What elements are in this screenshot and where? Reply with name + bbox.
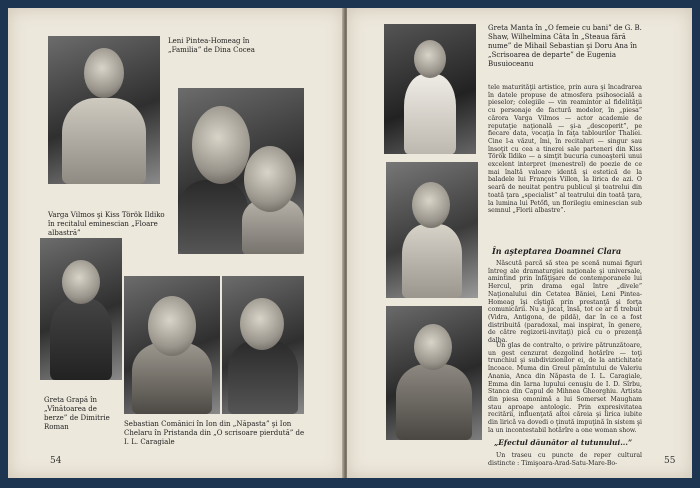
caption-comanici-chelaru: Sebastian Comănici în Ion din „Năpasta” şi Ion Chelaru în Pristanda din „O scrisoare pierdută” de I. L. Caragiale [124, 420, 305, 446]
photo-ion-chelaru [222, 276, 304, 414]
text-column-4 [488, 452, 642, 470]
column-3-paragraph: Un glas de contralto, o privire pătrunzătoare, un gest cenzurat dezgolind hotărîre — toţi trunchiul şi subdivizionilor ei, de la antichitate încoace. Muma din Greul pămîntului de Valeriu Anania, Anca din Năpasta de I. L. Caragiale, Emma din Iarna lupului cenuşiu de I. D. Sîrbu, Stanca din Capul de Mihnea Gheorghiu. Artista din piesa omonimă a lui Somerset Maugham stau aproape antologic. Prin expresivitatea recitării, influenţată altoi căreia şi lirica iubite din lirică va dovedi o ţinută impuţină în sistem şi la un incontestabil hotărîre a one woman show. [488, 342, 642, 434]
photo-sebastian-comanici [124, 276, 220, 414]
photo-doru-ana [386, 306, 482, 440]
column-1-paragraph: tele maturităţii artistice, prin aura şi încadrarea în datele propuse de atmosfera psihosocială a pieselor; colegiile — vin reamintor al fidelităţii cu personaje de factură modelor, în „piesa” cărora Varga Vilmos — actor academie de reputaţie naţională — şi-a „descoperit”, pe fiecare data, vocaţia în faţa tablourilor Thaliei. Cine l-a văzut, îmi, în recitaluri — singur sau însoţit cu cea a tinerei sale parteneri din Kiss Török Ildiko — a simţit bucuria cunoaşterii unui excelent interpret (menestrel) de poezie de ce mai înaltă valoare identă şi estetică de la baladele lui François Villon, la lirica de azi. O seară de neuitat pentru publicul şi teatrelui din toată ţara „specialist” al teatrului din toată ţara, la lumina lui Petőfi, un florilegiu eminescian sub semnul „Florii albastre”. [488, 84, 642, 215]
photo-leni-pintea-homeag [48, 36, 160, 184]
photo-wilhelmina-cata [386, 162, 478, 298]
text-column-2 [488, 260, 642, 345]
section-heading-efectul: „Efectul dăunător al tutunului...” [494, 438, 633, 447]
page-number-right: 55 [664, 456, 676, 466]
text-column-3 [488, 342, 642, 434]
photo-greta-grapa [40, 238, 122, 380]
page-number-left: 54 [50, 456, 62, 466]
caption-leni-pintea: Leni Pintea-Homeag în „Familia” de Dina Cocea [168, 37, 255, 54]
text-column-1 [488, 84, 642, 240]
section-heading-doamna-clara: În aşteptarea Doamnei Clara [492, 246, 622, 256]
column-2-paragraph: Născută parcă să stea pe scenă numai figuri întreg ale dramaturgiei naţionale şi universale, amintind prin înfăţişare de contemporanele lui Hercul, prin drama egal între „divele” Naţionalului din Cetatea Băniei, Leni Pintea-Homeag îşi cîştigă prin prestanţă şi forţa comunicării. Nu a jucat, însă, tot ce ar fi trebuit (Vidra, Antigona, de pildă), dar în ce a fost distribuită (paradoxal, mai inspirat, în genere, de către regizorii-invitaţi) pică cu o prezenţă dalba. [488, 260, 642, 345]
photo-varga-kiss [178, 88, 304, 254]
photo-greta-manta [384, 24, 476, 154]
caption-varga-kiss: Varga Vilmos şi Kiss Török Ildiko în recitalul eminescian „Floare albastră” [48, 211, 165, 237]
caption-greta-manta: Greta Manta în „O femeie cu bani” de G. B. Shaw, Wilhelmina Câta în „Steaua fără nume” de Mihail Sebastian şi Doru Ana în „Scrisoarea de departe” de Eugenia Busuioceanu [488, 24, 642, 68]
column-4-paragraph: Un traseu cu puncte de reper cultural distincte : Timişoara-Arad-Satu-Mare-Bo- [488, 452, 642, 467]
caption-greta-grapa: Greta Grapă în „Vînătoarea de berze” de Dimitrie Roman [44, 396, 110, 431]
